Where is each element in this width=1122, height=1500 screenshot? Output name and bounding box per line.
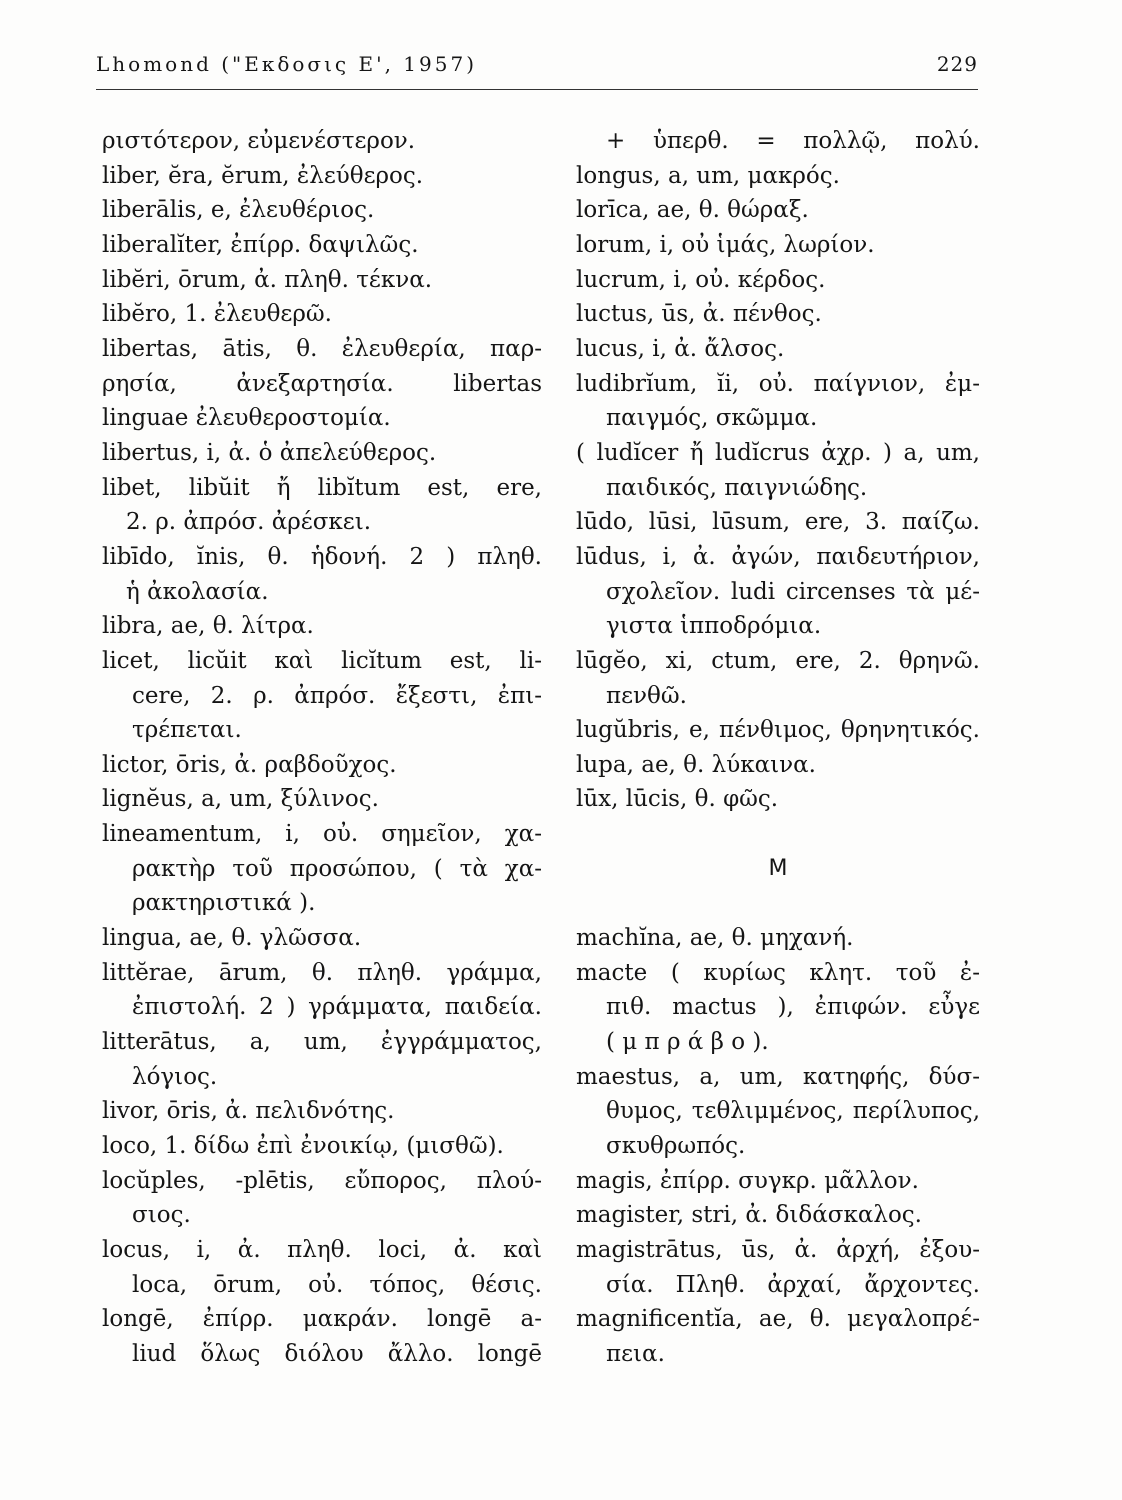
dictionary-line: πεια.: [606, 1340, 665, 1367]
dictionary-line: ρησία, ἀνεξαρτησία. libertas: [102, 370, 542, 397]
dictionary-line: σκυθρωπός.: [606, 1133, 746, 1160]
dictionary-line: lucrum, i, οὐ. κέρδος.: [576, 266, 826, 293]
dictionary-line: liber, ĕra, ĕrum, ἐλεύθερος.: [102, 162, 424, 189]
dictionary-line: magister, stri, ἀ. διδάσκαλος.: [576, 1202, 922, 1229]
dictionary-line: ρακτὴρ τοῦ προσώπου, ( τὰ χα-: [132, 855, 542, 882]
dictionary-line: lignĕus, a, um, ξύλινος.: [102, 786, 379, 813]
dictionary-line: magistrātus, ūs, ἀ. ἀρχή, ἐξου-: [576, 1237, 980, 1263]
dictionary-line: littĕrae, ārum, θ. πληθ. γράμμα,: [102, 959, 542, 986]
dictionary-line: livor, ōris, ἀ. πελιδνότης.: [102, 1098, 395, 1125]
dictionary-line: magnificentĭa, ae, θ. μεγαλοπρέ-: [576, 1306, 980, 1333]
dictionary-line: σία. Πληθ. ἀρχαί, ἄρχοντες.: [606, 1271, 980, 1298]
running-title: Lhomond ("Εκδοσις Ε', 1957): [96, 52, 477, 76]
dictionary-line: ( ludĭcer ἤ ludĭcrus ἀχρ. ) a, um,: [576, 439, 980, 466]
dictionary-line: lūdus, i, ἀ. ἀγών, παιδευτήριον,: [576, 543, 980, 570]
dictionary-line: τρέπεται.: [132, 717, 242, 744]
dictionary-line: πιθ. mactus ), ἐπιφών. εὖγε: [606, 994, 980, 1021]
dictionary-line: ( μ π ρ ά β ο ).: [606, 1029, 769, 1056]
dictionary-line: θυμος, τεθλιμμένος, περίλυπος,: [606, 1098, 980, 1125]
page-number: 229: [936, 52, 978, 76]
dictionary-line: παιδικός, παιγνιώδης.: [606, 474, 868, 501]
dictionary-line: liberālis, e, ἐλευθέριος.: [102, 197, 375, 224]
dictionary-line: machĭna, ae, θ. μηχανή.: [576, 925, 854, 952]
dictionary-line: λόγιος.: [132, 1063, 218, 1090]
dictionary-line: σιος.: [132, 1202, 191, 1229]
dictionary-line: [576, 886, 980, 921]
dictionary-line: lugŭbris, e, πένθιμος, θρηνητικός.: [576, 717, 980, 744]
dictionary-line: lineamentum, i, οὐ. σημεῖον, χα-: [102, 821, 542, 848]
section-letter: M: [768, 855, 788, 881]
dictionary-line: libra, ae, θ. λίτρα.: [102, 613, 314, 640]
dictionary-line: lupa, ae, θ. λύκαινα.: [576, 751, 816, 778]
dictionary-line: libīdo, ĭnis, θ. ἡδονή. 2 ) πληθ.: [102, 543, 542, 570]
dictionary-line: libĕri, ōrum, ἀ. πληθ. τέκνα.: [102, 266, 433, 293]
header-rule: [96, 89, 978, 90]
dictionary-line: longē, ἐπίρρ. μακράν. longē a-: [102, 1306, 542, 1333]
dictionary-line: lūdo, lūsi, lūsum, ere, 3. παίζω.: [576, 509, 980, 536]
dictionary-line: linguae ἐλευθεροστομία.: [102, 405, 391, 432]
dictionary-line: γιστα ἱπποδρόμια.: [606, 613, 822, 640]
dictionary-line: πενθῶ.: [606, 682, 687, 709]
dictionary-line: maestus, a, um, κατηφής, δύσ-: [576, 1063, 980, 1090]
dictionary-line: liud ὅλως διόλου ἄλλο. longē: [132, 1340, 542, 1367]
dictionary-line: libertas, ātis, θ. ἐλευθερία, παρ-: [102, 335, 542, 362]
dictionary-line: longus, a, um, μακρός.: [576, 162, 840, 189]
dictionary-line: ρακτηριστικά ).: [132, 890, 316, 917]
dictionary-line: lūx, lūcis, θ. φῶς.: [576, 786, 779, 813]
right-column: [576, 124, 980, 1372]
dictionary-line: lorum, i, οὐ ἱμάς, λωρίον.: [576, 231, 875, 258]
dictionary-line: libet, libŭit ἤ libĭtum est, ere,: [102, 474, 542, 501]
dictionary-line: σχολεῖον. ludi circenses τὰ μέ-: [606, 578, 980, 605]
dictionary-line: lingua, ae, θ. γλῶσσα.: [102, 925, 362, 952]
dictionary-line: παιγμός, σκῶμμα.: [606, 405, 818, 432]
dictionary-line: cere, 2. ρ. ἀπρόσ. ἔξεστι, ἐπι-: [132, 682, 542, 709]
dictionary-line: ριστότερον, εὐμενέστερον.: [102, 128, 416, 154]
running-header: [96, 52, 978, 76]
left-column: [102, 124, 542, 1372]
dictionary-line: libĕro, 1. ἐλευθερῶ.: [102, 301, 332, 328]
dictionary-line: ludibrĭum, ĭi, οὐ. παίγνιον, ἐμ-: [576, 370, 980, 397]
dictionary-line: lūgĕo, xi, ctum, ere, 2. θρηνῶ.: [576, 647, 980, 674]
dictionary-line: lictor, ōris, ἀ. ραβδοῦχος.: [102, 751, 397, 778]
dictionary-line: + ὑπερθ. = πολλῷ, πολύ.: [606, 128, 980, 154]
dictionary-line: licet, licŭit καὶ licĭtum est, li-: [102, 647, 542, 674]
dictionary-line: locus, i, ἀ. πληθ. loci, ἀ. καὶ: [102, 1237, 542, 1263]
dictionary-line: luctus, ūs, ἀ. πένθος.: [576, 301, 822, 328]
dictionary-line: magis, ἐπίρρ. συγκρ. μᾶλλον.: [576, 1167, 919, 1194]
dictionary-line: ἐπιστολή. 2 ) γράμματα, παιδεία.: [132, 994, 542, 1021]
dictionary-line: macte ( κυρίως κλητ. τοῦ ἐ-: [576, 959, 980, 986]
dictionary-line: lucus, i, ἀ. ἄλσος.: [576, 335, 785, 362]
dictionary-line: [576, 817, 980, 852]
dictionary-line: litterātus, a, um, ἐγγράμματος,: [102, 1029, 542, 1056]
dictionary-line: ἡ ἀκολασία.: [126, 578, 269, 605]
dictionary-line: loco, 1. δίδω ἐπὶ ἐνοικίῳ, (μισθῶ).: [102, 1133, 504, 1160]
dictionary-line: liberalĭter, ἐπίρρ. δαψιλῶς.: [102, 231, 419, 258]
dictionary-line: libertus, i, ἀ. ὁ ἀπελεύθερος.: [102, 439, 437, 466]
dictionary-line: 2. ρ. ἀπρόσ. ἀρέσκει.: [126, 509, 372, 536]
dictionary-line: lorīca, ae, θ. θώραξ.: [576, 197, 809, 224]
dictionary-line: loca, ōrum, οὐ. τόπος, θέσις.: [132, 1271, 542, 1298]
dictionary-line: locŭples, -plētis, εὔπορος, πλού-: [102, 1167, 542, 1194]
